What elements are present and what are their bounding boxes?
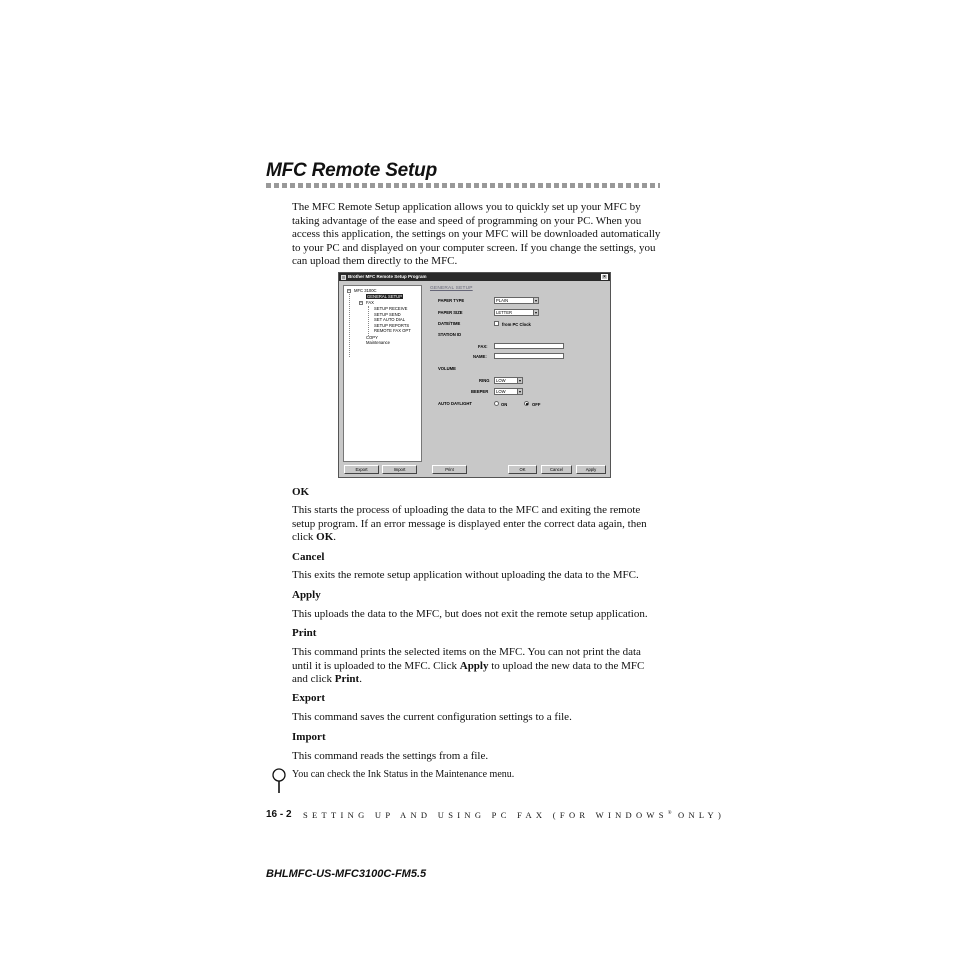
auto-daylight-label: AUTO DAYLIGHT — [438, 401, 472, 406]
page-number: 16 - 2 — [266, 809, 292, 820]
paper-size-label: PAPER SIZE — [438, 310, 463, 315]
ok-heading: OK — [292, 486, 310, 498]
ring-value: LOW — [496, 378, 506, 383]
print-heading: Print — [292, 627, 317, 639]
beeper-value: LOW — [496, 389, 506, 394]
chevron-down-icon: ▾ — [518, 389, 521, 394]
window-title: Brother MFC Remote Setup Program — [348, 274, 427, 279]
export-description: This command saves the current configuration settings to a file. — [292, 711, 572, 723]
close-icon[interactable]: × — [601, 274, 608, 280]
tree-item-fax[interactable]: FAX — [366, 300, 374, 305]
paper-size-value: LETTER — [496, 310, 513, 315]
ok-description: This starts the process of uploading the data to the MFC and exiting the remote setup program. If an error message is displayed enter the correct data again, then click OK. — [292, 504, 647, 543]
settings-tree — [343, 285, 422, 462]
print-button[interactable]: Print — [432, 465, 467, 474]
apply-heading: Apply — [292, 589, 321, 601]
ring-label: RING — [479, 378, 490, 383]
tree-connector — [368, 306, 369, 336]
cancel-button[interactable]: Cancel — [541, 465, 572, 474]
pushpin-note-icon — [272, 768, 286, 794]
chevron-down-icon: ▾ — [518, 378, 521, 383]
window-titlebar — [339, 273, 610, 281]
daylight-on-label: ON — [501, 401, 508, 407]
print-description: This command prints the selected items on the MFC. You can not print the data until it is uploaded to the MFC. Click Apply to upload the new data to the MFC and click Print. — [292, 646, 645, 685]
app-icon — [341, 275, 346, 280]
collapse-icon[interactable]: − — [360, 300, 363, 305]
remote-setup-window — [338, 272, 611, 478]
paper-size-select[interactable] — [494, 309, 539, 316]
page-title: MFC Remote Setup — [266, 160, 437, 181]
collapse-icon[interactable]: − — [348, 288, 351, 293]
note-text: You can check the Ink Status in the Maintenance menu. — [292, 769, 515, 780]
tree-item-setup-reports[interactable]: SETUP REPORTS — [374, 322, 410, 328]
name-label: NAME: — [473, 354, 487, 359]
pc-clock-label: from PC Clock — [502, 321, 531, 327]
tree-item-maintenance[interactable]: Maintenance — [366, 340, 390, 345]
title-dotted-rule — [266, 183, 660, 188]
chevron-down-icon: ▾ — [534, 310, 537, 315]
tree-item-copy[interactable]: COPY — [366, 334, 378, 340]
daylight-off-label: OFF — [532, 401, 541, 407]
tree-connector — [349, 294, 350, 357]
ring-select[interactable] — [494, 377, 523, 384]
station-id-label: STATION ID — [438, 332, 462, 337]
paper-type-select[interactable] — [494, 297, 539, 304]
ok-button[interactable]: OK — [508, 465, 537, 474]
import-button[interactable]: Import — [382, 465, 417, 474]
tree-item-general-setup[interactable]: GENERAL SETUP — [367, 294, 402, 299]
import-heading: Import — [292, 731, 326, 743]
beeper-label: BEEPER — [471, 389, 489, 394]
chevron-down-icon: ▾ — [534, 298, 537, 303]
pc-clock-checkbox[interactable] — [494, 321, 499, 326]
panel-heading: GENERAL SETUP — [430, 286, 473, 291]
beeper-select[interactable] — [494, 388, 523, 395]
date-time-label: DATE/TIME — [438, 321, 461, 326]
volume-label: VOLUME — [438, 366, 456, 371]
running-footer: SETTING UP AND USING PC FAX (FOR WINDOWS® ONLY) — [303, 810, 726, 820]
import-description: This command reads the settings from a file. — [292, 750, 489, 762]
paper-type-value: PLAIN — [496, 298, 509, 303]
apply-button[interactable]: Apply — [576, 465, 606, 474]
daylight-on-radio[interactable] — [494, 401, 499, 406]
daylight-off-radio[interactable] — [524, 401, 529, 406]
tree-item-setup-receive[interactable]: SETUP RECEIVE — [374, 306, 408, 311]
tree-item-set-auto-dial[interactable]: SET AUTO DIAL — [374, 317, 406, 322]
apply-description: This uploads the data to the MFC, but does not exit the remote setup application. — [292, 608, 648, 620]
fax-label: FAX: — [478, 344, 488, 349]
paper-type-label: PAPER TYPE — [438, 298, 465, 303]
cancel-heading: Cancel — [292, 551, 325, 563]
name-input[interactable] — [494, 353, 564, 359]
tree-item-setup-send[interactable]: SETUP SEND — [374, 311, 401, 317]
cancel-description: This exits the remote setup application without uploading the data to the MFC. — [292, 569, 639, 581]
export-button[interactable]: Export — [344, 465, 379, 474]
export-heading: Export — [292, 692, 325, 704]
fax-input[interactable] — [494, 343, 564, 349]
tree-item-root[interactable]: MFC 3100C — [354, 288, 377, 293]
document-id: BHLMFC-US-MFC3100C-FM5.5 — [266, 868, 427, 880]
intro-paragraph: The MFC Remote Setup application allows you to quickly set up your MFC by taking advantage of the ease and speed of programming on your PC. When you access this application, the settings on your MFC will be downloaded automatically to your PC and displayed on your computer screen. If you change the settings, you can upload them directly to the MFC. — [292, 201, 661, 267]
tree-item-remote-fax-opt[interactable]: REMOTE FAX OPT — [374, 328, 411, 333]
